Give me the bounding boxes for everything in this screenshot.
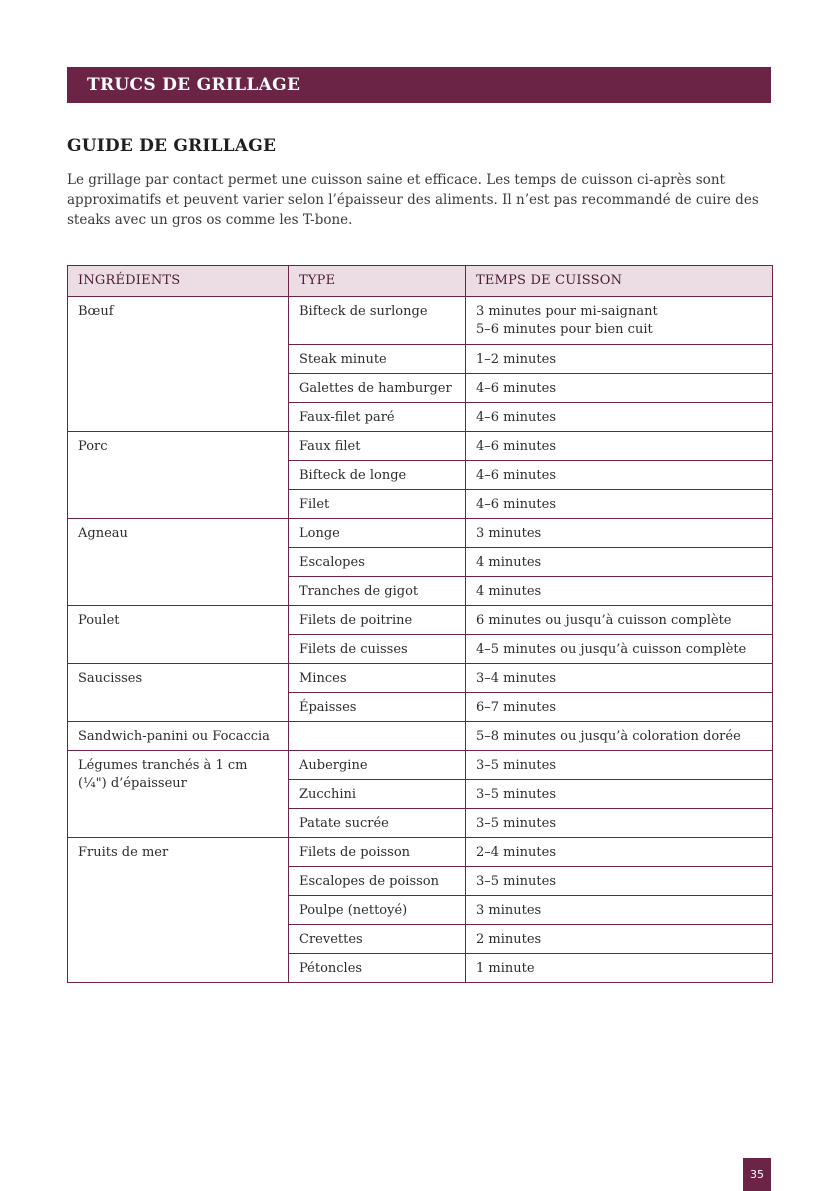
page-title: GUIDE DE GRILLAGE — [67, 136, 277, 156]
cooking-time-cell — [466, 403, 773, 432]
cooking-time-cell — [466, 925, 773, 954]
cooking-time-cell — [466, 461, 773, 490]
ingredient-cell: Sandwich-panini ou Focaccia — [68, 722, 289, 751]
page-number: 35 — [743, 1158, 771, 1191]
type-cell: Bifteck de surlonge — [289, 297, 466, 345]
table-row — [68, 751, 773, 780]
table-row — [68, 297, 773, 345]
cooking-time-text: 3–5 minutes — [476, 787, 556, 802]
cooking-time-text: 3 minutes pour mi-saignant — [476, 304, 658, 319]
cooking-time-text: 3–5 minutes — [476, 816, 556, 831]
cooking-time-cell — [466, 432, 773, 461]
table-row — [68, 432, 773, 461]
cooking-time-text: 3 minutes — [476, 903, 542, 918]
type-cell: Bifteck de longe — [289, 461, 466, 490]
cooking-time-cell — [466, 896, 773, 925]
cooking-time-text: 5–6 minutes pour bien cuit — [476, 322, 653, 337]
cooking-time-text: 4–6 minutes — [476, 468, 556, 483]
cooking-time-cell — [466, 548, 773, 577]
type-cell: Faux-filet paré — [289, 403, 466, 432]
header-cooking-time: TEMPS DE CUISSON — [466, 266, 773, 297]
ingredient-cell: Fruits de mer — [68, 838, 289, 983]
cooking-time-text: 1–2 minutes — [476, 352, 556, 367]
type-cell — [289, 722, 466, 751]
cooking-time-text: 2–4 minutes — [476, 845, 556, 860]
type-cell: Steak minute — [289, 345, 466, 374]
cooking-time-text: 4–6 minutes — [476, 497, 556, 512]
cooking-time-cell — [466, 490, 773, 519]
type-cell: Filet — [289, 490, 466, 519]
header-ingredients: INGRÉDIENTS — [68, 266, 289, 297]
cooking-time-text: 4–6 minutes — [476, 439, 556, 454]
cooking-time-text: 6–7 minutes — [476, 700, 556, 715]
ingredient-cell: Poulet — [68, 606, 289, 664]
cooking-time-cell — [466, 374, 773, 403]
cooking-time-cell — [466, 635, 773, 664]
type-cell: Patate sucrée — [289, 809, 466, 838]
cooking-time-text: 3–4 minutes — [476, 671, 556, 686]
cooking-time-cell — [466, 751, 773, 780]
cooking-time-cell — [466, 722, 773, 751]
cooking-time-text: 1 minute — [476, 961, 535, 976]
cooking-time-text: 3–5 minutes — [476, 758, 556, 773]
cooking-time-cell — [466, 519, 773, 548]
section-banner — [67, 67, 771, 103]
cooking-time-cell — [466, 809, 773, 838]
type-cell: Crevettes — [289, 925, 466, 954]
cooking-time-text: 3 minutes — [476, 526, 542, 541]
ingredient-cell: Porc — [68, 432, 289, 519]
type-cell: Galettes de hamburger — [289, 374, 466, 403]
cooking-time-text: 4–6 minutes — [476, 381, 556, 396]
table-row — [68, 519, 773, 548]
table-row — [68, 838, 773, 867]
table-row — [68, 722, 773, 751]
cooking-time-text: 4–6 minutes — [476, 410, 556, 425]
intro-paragraph: Le grillage par contact permet une cuisson saine et efficace. Les temps de cuisson ci-après sont approximatifs et peuvent varier selon l’épaisseur des aliments. Il n’est pas recommandé de cuire des steaks avec un gros os comme les T-bone. — [67, 172, 759, 228]
type-cell: Filets de poisson — [289, 838, 466, 867]
type-cell: Escalopes de poisson — [289, 867, 466, 896]
table-body — [68, 297, 773, 983]
cooking-time-text: 2 minutes — [476, 932, 542, 947]
type-cell: Faux filet — [289, 432, 466, 461]
type-cell: Épaisses — [289, 693, 466, 722]
cooking-time-cell — [466, 954, 773, 983]
cooking-time-text: 4 minutes — [476, 584, 542, 599]
type-cell: Zucchini — [289, 780, 466, 809]
cooking-time-cell — [466, 345, 773, 374]
cooking-time-cell — [466, 606, 773, 635]
cooking-time-text: 5–8 minutes ou jusqu’à coloration dorée — [476, 729, 741, 744]
type-cell: Aubergine — [289, 751, 466, 780]
ingredient-cell: Agneau — [68, 519, 289, 606]
cooking-time-cell — [466, 867, 773, 896]
cooking-time-cell — [466, 838, 773, 867]
table-row — [68, 606, 773, 635]
type-cell: Pétoncles — [289, 954, 466, 983]
type-cell: Minces — [289, 664, 466, 693]
grilling-guide-table — [67, 265, 773, 983]
type-cell: Tranches de gigot — [289, 577, 466, 606]
cooking-time-cell — [466, 693, 773, 722]
cooking-time-text: 4–5 minutes ou jusqu’à cuisson complète — [476, 642, 747, 657]
type-cell: Filets de cuisses — [289, 635, 466, 664]
banner-title: TRUCS DE GRILLAGE — [87, 75, 301, 95]
ingredient-cell: Saucisses — [68, 664, 289, 722]
ingredient-cell: Bœuf — [68, 297, 289, 432]
ingredient-cell: Légumes tranchés à 1 cm (¼") d’épaisseur — [68, 751, 289, 838]
cooking-time-text: 3–5 minutes — [476, 874, 556, 889]
cooking-time-cell — [466, 780, 773, 809]
cooking-time-text: 6 minutes ou jusqu’à cuisson complète — [476, 613, 732, 628]
type-cell: Escalopes — [289, 548, 466, 577]
table-header-row — [68, 266, 773, 297]
table-row — [68, 664, 773, 693]
cooking-time-cell — [466, 664, 773, 693]
type-cell: Filets de poitrine — [289, 606, 466, 635]
type-cell: Longe — [289, 519, 466, 548]
cooking-time-cell — [466, 577, 773, 606]
cooking-time-cell — [466, 297, 773, 345]
header-type: TYPE — [289, 266, 466, 297]
type-cell: Poulpe (nettoyé) — [289, 896, 466, 925]
cooking-time-text: 4 minutes — [476, 555, 542, 570]
